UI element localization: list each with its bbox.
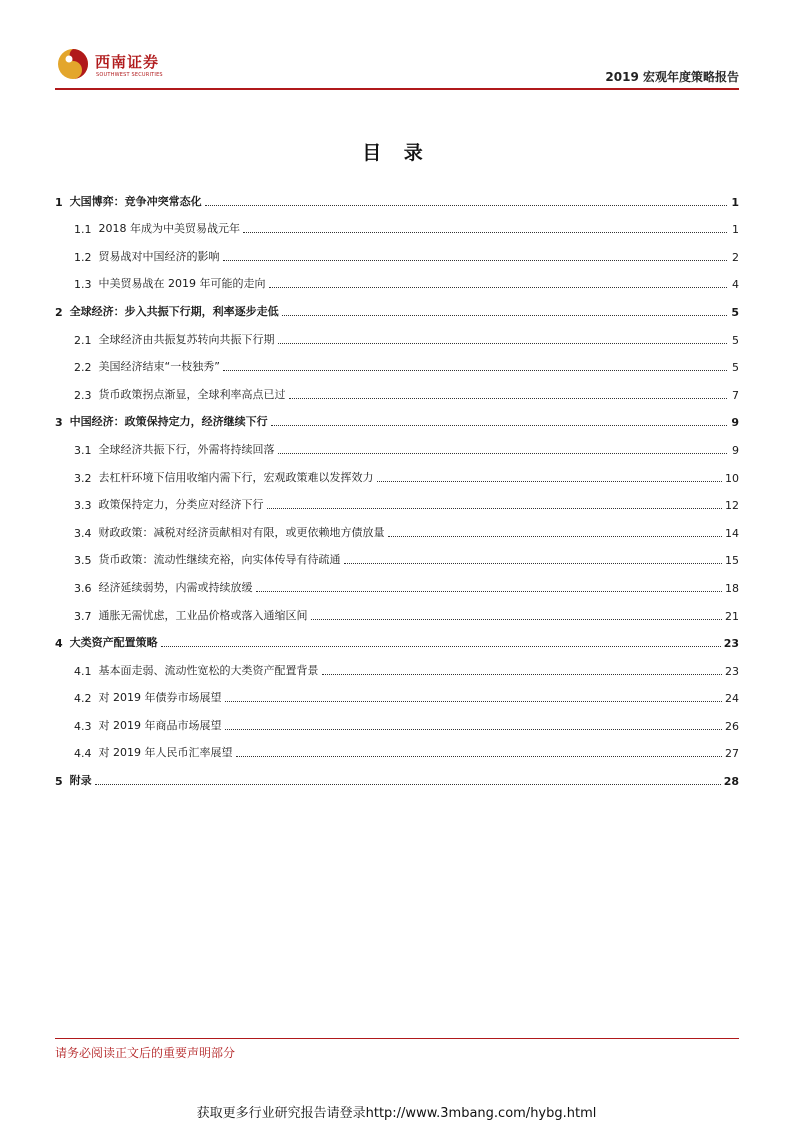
toc-dot-leader: [311, 619, 723, 620]
toc-dot-leader: [223, 260, 728, 261]
toc-entry-title: 附录: [69, 774, 92, 788]
toc-entry-title: 财政政策：减税对经济贡献相对有限，或更依赖地方债放量: [98, 525, 385, 539]
toc-page-number: 1: [732, 223, 739, 237]
toc-title: 目 录: [362, 142, 431, 164]
report-title: 2019 宏观年度策略报告: [605, 70, 739, 84]
toc-section-entry[interactable]: [55, 485, 739, 513]
toc-dot-leader: [161, 646, 721, 647]
toc-entry-title: 全球经济共振下行，外需将持续回落: [98, 442, 275, 456]
toc-section-entry[interactable]: [55, 374, 739, 402]
toc-entry-number: 4: [55, 637, 63, 651]
toc-section-entry[interactable]: [55, 733, 739, 761]
toc-entry-number: 3.5: [74, 554, 92, 568]
toc-section-entry[interactable]: [55, 209, 739, 237]
toc-page-number: 5: [732, 333, 739, 347]
toc-entry-title: 2018 年成为中美贸易战元年: [98, 222, 240, 236]
toc-section-entry[interactable]: [55, 595, 739, 623]
table-of-contents: [55, 181, 739, 788]
toc-entry-number: 3.7: [74, 609, 92, 623]
toc-dot-leader: [344, 563, 723, 564]
toc-page-number: 26: [725, 719, 739, 733]
toc-section-entry[interactable]: [55, 264, 739, 292]
toc-entry-title: 去杠杆环境下信用收缩内需下行，宏观政策难以发挥效力: [98, 470, 374, 484]
toc-page-number: 14: [725, 526, 739, 540]
toc-entry-number: 3.2: [74, 471, 92, 485]
toc-dot-leader: [377, 481, 723, 482]
toc-dot-leader: [388, 536, 723, 537]
toc-entry-title: 对 2019 年商品市场展望: [98, 718, 222, 732]
toc-page-number: 18: [725, 581, 739, 595]
source-link-text[interactable]: 获取更多行业研究报告请登录http://www.3mbang.com/hybg.html: [196, 1106, 597, 1121]
toc-entry-number: 5: [55, 775, 63, 789]
toc-entry-number: 3.6: [74, 581, 92, 595]
toc-entry-number: 3.4: [74, 526, 92, 540]
toc-entry-title: 美国经济结束“一枝独秀”: [98, 360, 220, 374]
toc-section-entry[interactable]: [55, 347, 739, 375]
toc-page-number: 21: [725, 609, 739, 623]
toc-entry-number: 3.1: [74, 443, 92, 457]
toc-entry-title: 基本面走弱、流动性宽松的大类资产配置背景: [98, 663, 319, 677]
logo-text-en: SOUTHWEST SECURITIES: [96, 72, 163, 78]
page-header: [55, 40, 739, 90]
toc-dot-leader: [205, 205, 727, 206]
toc-page-number: 9: [732, 443, 739, 457]
toc-entry-number: 1.1: [74, 223, 92, 237]
toc-entry-title: 对 2019 年债券市场展望: [98, 691, 222, 705]
toc-dot-leader: [278, 453, 728, 454]
toc-page-number: 12: [725, 499, 739, 513]
company-logo: [55, 46, 205, 86]
toc-section-entry[interactable]: [55, 678, 739, 706]
toc-entry-number: 1: [55, 195, 63, 209]
toc-page-number: 28: [723, 775, 739, 789]
toc-dot-leader: [243, 232, 727, 233]
logo-text-cn: 西南证券: [95, 53, 160, 71]
toc-chapter-entry[interactable]: [55, 402, 739, 430]
toc-dot-leader: [223, 370, 727, 371]
toc-dot-leader: [256, 591, 723, 592]
toc-entry-number: 2: [55, 305, 63, 319]
toc-entry-title: 大类资产配置策略: [69, 636, 158, 650]
toc-section-entry[interactable]: [55, 567, 739, 595]
toc-entry-number: 1.2: [74, 250, 92, 264]
toc-page-number: 23: [723, 637, 739, 651]
toc-entry-title: 货币政策：流动性继续充裕，向实体传导有待疏通: [98, 553, 341, 567]
toc-dot-leader: [95, 784, 721, 785]
toc-section-entry[interactable]: [55, 512, 739, 540]
toc-entry-number: 2.2: [74, 361, 92, 375]
toc-entry-number: 3.3: [74, 499, 92, 513]
toc-page-number: 10: [725, 471, 739, 485]
logo-emblem-icon: [55, 46, 91, 82]
toc-dot-leader: [322, 674, 723, 675]
toc-page-number: 23: [725, 664, 739, 678]
toc-dot-leader: [282, 315, 727, 316]
toc-entry-number: 2.3: [74, 388, 92, 402]
toc-entry-number: 3: [55, 416, 63, 430]
toc-entry-title: 经济延续弱势，内需或持续放缓: [98, 580, 253, 594]
toc-dot-leader: [236, 756, 723, 757]
toc-chapter-entry[interactable]: [55, 181, 739, 209]
toc-dot-leader: [278, 343, 728, 344]
toc-section-entry[interactable]: [55, 236, 739, 264]
toc-entry-title: 对 2019 年人民币汇率展望: [98, 746, 233, 760]
toc-page-number: 27: [725, 747, 739, 761]
toc-entry-title: 政策保持定力，分类应对经济下行: [98, 498, 264, 512]
toc-page-number: 24: [725, 692, 739, 706]
header-divider: [55, 88, 739, 90]
disclaimer-note: 请务必阅读正文后的重要声明部分: [55, 1046, 236, 1060]
toc-section-entry[interactable]: [55, 650, 739, 678]
toc-page-number: 9: [731, 416, 739, 430]
toc-entry-number: 4.1: [74, 664, 92, 678]
toc-page-number: 5: [732, 361, 739, 375]
toc-page-number: 2: [732, 250, 739, 264]
toc-entry-title: 大国博弈：竞争冲突常态化: [69, 194, 202, 208]
toc-entry-title: 中国经济：政策保持定力，经济继续下行: [69, 415, 268, 429]
toc-entry-number: 1.3: [74, 278, 92, 292]
toc-chapter-entry[interactable]: [55, 623, 739, 651]
toc-entry-title: 全球经济：步入共振下行期，利率逐步走低: [69, 304, 279, 318]
toc-page-number: 1: [731, 195, 739, 209]
toc-section-entry[interactable]: [55, 705, 739, 733]
toc-dot-leader: [267, 508, 723, 509]
toc-dot-leader: [271, 425, 727, 426]
toc-dot-leader: [269, 287, 728, 288]
toc-chapter-entry[interactable]: [55, 760, 739, 788]
toc-page-number: 4: [732, 278, 739, 292]
toc-page-number: 7: [732, 388, 739, 402]
toc-entry-title: 通胀无需忧虑，工业品价格或落入通缩区间: [98, 608, 308, 622]
toc-section-entry[interactable]: [55, 457, 739, 485]
toc-entry-number: 2.1: [74, 333, 92, 347]
toc-entry-number: 4.4: [74, 747, 92, 761]
toc-dot-leader: [225, 729, 723, 730]
toc-entry-title: 全球经济由共振复苏转向共振下行期: [98, 332, 275, 346]
toc-section-entry[interactable]: [55, 540, 739, 568]
toc-dot-leader: [225, 701, 723, 702]
toc-page-number: 5: [731, 305, 739, 319]
toc-section-entry[interactable]: [55, 429, 739, 457]
toc-entry-number: 4.2: [74, 692, 92, 706]
toc-entry-title: 中美贸易战在 2019 年可能的走向: [98, 277, 266, 291]
toc-entry-number: 4.3: [74, 719, 92, 733]
toc-entry-title: 货币政策拐点渐显，全球利率高点已过: [98, 387, 286, 401]
toc-section-entry[interactable]: [55, 319, 739, 347]
toc-entry-title: 贸易战对中国经济的影响: [98, 249, 220, 263]
toc-dot-leader: [289, 398, 728, 399]
toc-page-number: 15: [725, 554, 739, 568]
toc-chapter-entry[interactable]: [55, 291, 739, 319]
footer-divider: [55, 1038, 739, 1039]
